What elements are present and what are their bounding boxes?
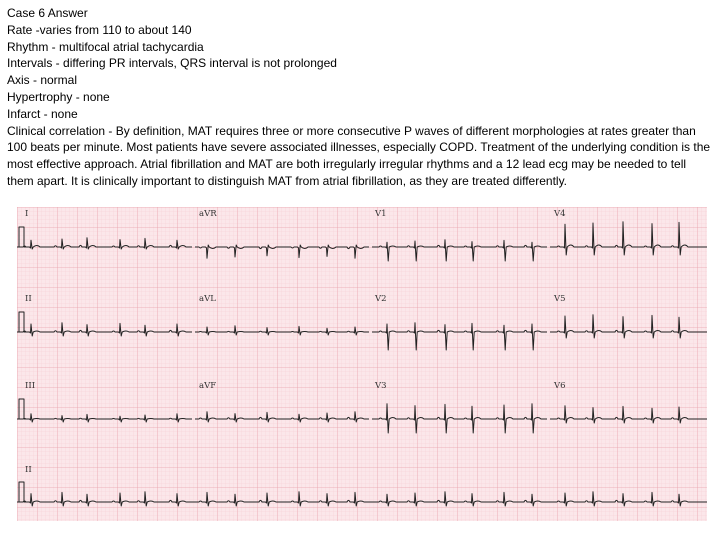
ecg-grid [17,207,707,521]
case-title: Case 6 Answer [7,6,88,20]
intervals-line: Intervals - differing PR intervals, QRS interval is not prolonged [7,56,337,71]
clinical-correlation-paragraph: Clinical correlation - By definition, MAT requires three or more consecutive P waves of different morphologies at rates greater than 100 beats per minute. Most patients have severe associated illnesses, especially COPD. Treatment of the underlying condition is the most effective approach. Atrial fibrillation and MAT are both irregularly irregular rhythms and a 12 lead ecg may be needed to tell them apart. It is clinically important to distinguish MAT from atrial fibrillation, as they are treated differently. [7,123,711,188]
lead-label-III: III [25,381,36,391]
lead-label-aVF: aVF [199,381,217,391]
lead-label-V4: V4 [554,209,566,219]
lead-label-V6: V6 [554,381,566,391]
ecg-strip-image [17,207,707,521]
lead-label-aVR: aVR [199,209,217,219]
hypertrophy-line: Hypertrophy - none [7,89,110,104]
lead-label-II-rhythm: II [25,465,32,475]
infarct-line: Infarct - none [7,106,78,121]
axis-line: Axis - normal [7,73,78,88]
lead-label-II: II [25,294,32,304]
lead-label-V5: V5 [554,294,566,304]
lead-label-V2: V2 [375,294,387,304]
lead-label-V3: V3 [375,381,387,391]
rhythm-line: Rhythm - multifocal atrial tachycardia [7,39,204,54]
case-answer-text [7,5,715,190]
lead-label-V1: V1 [375,209,387,219]
lead-label-aVL: aVL [199,294,216,304]
rate-line: Rate -varies from 110 to about 140 [7,22,192,37]
lead-label-I: I [25,209,29,219]
